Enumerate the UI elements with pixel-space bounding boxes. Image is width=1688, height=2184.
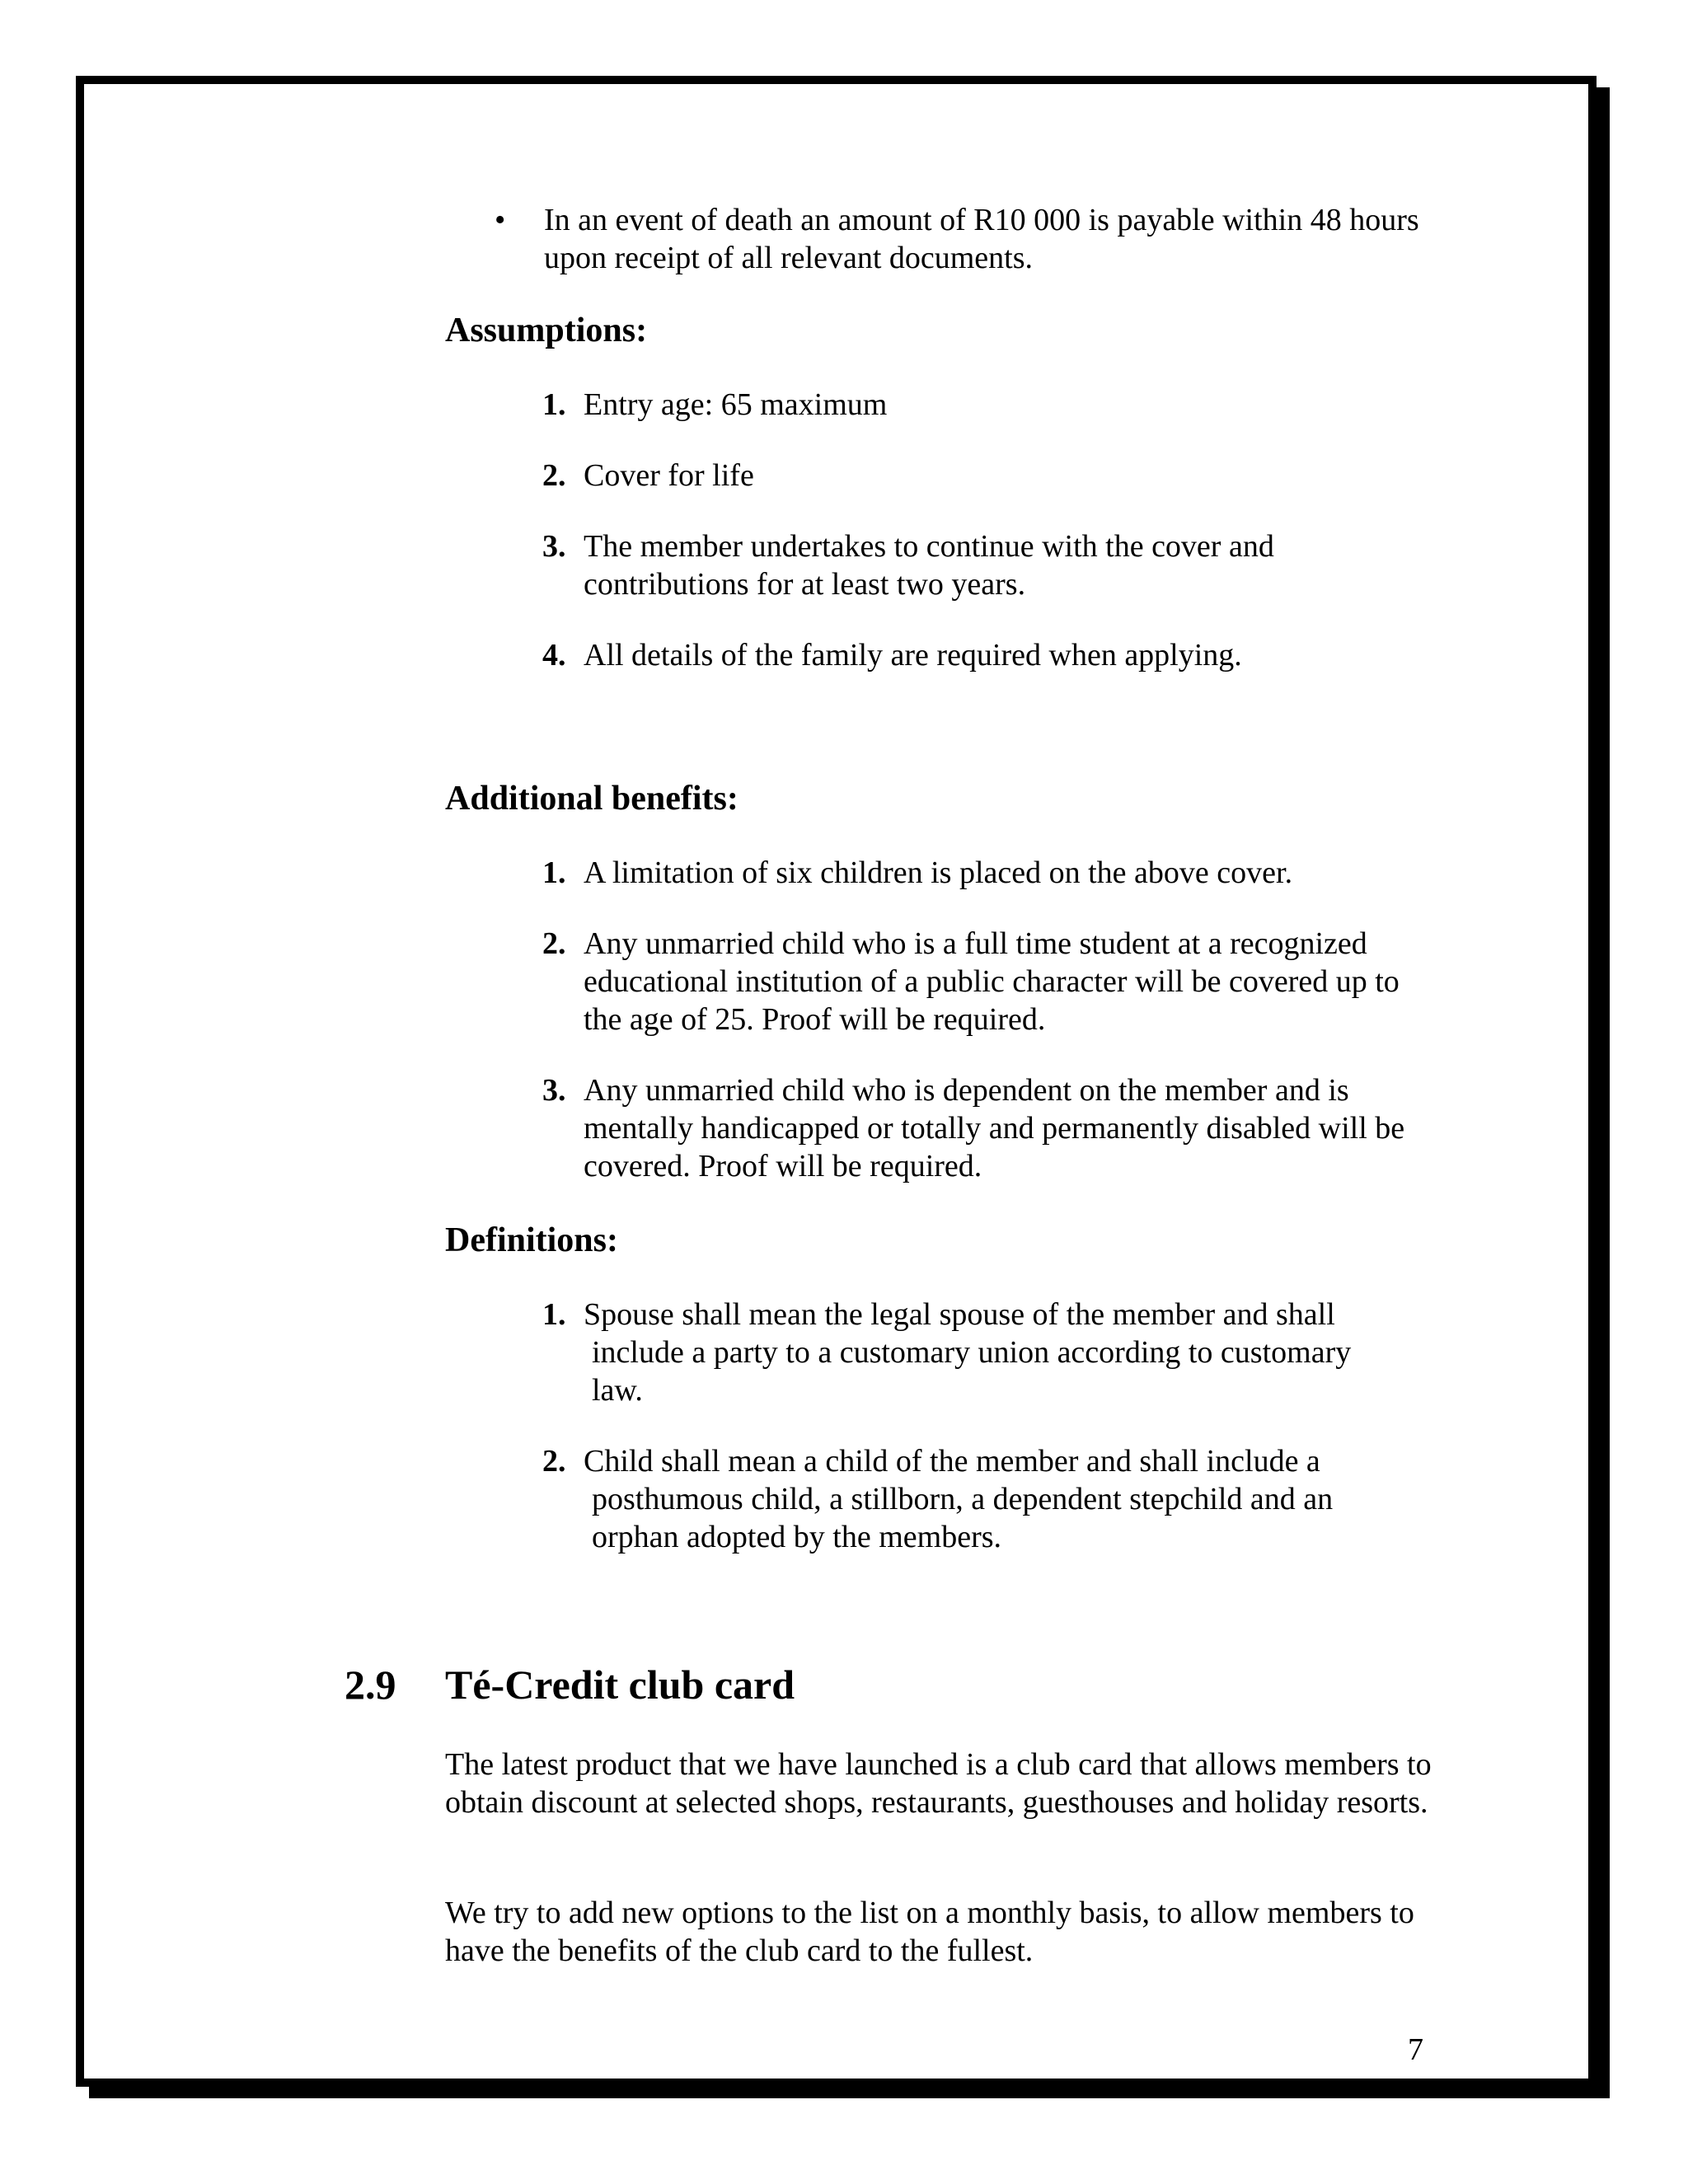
item-number: 3. (542, 529, 566, 564)
section-paragraph-2: We try to add new options to the list on a monthly basis, to allow members to have the benefits of the club card to the fullest. (445, 1896, 1414, 1968)
item-text: The member undertakes to continue with the cover and contributions for at least two years. (584, 529, 1274, 602)
item-text: All details of the family are required when applying. (584, 638, 1242, 673)
bullet-text: In an event of death an amount of R10 000 is payable within 48 hours upon receipt of all relevant documents. (544, 203, 1419, 275)
additional-benefits-heading: Additional benefits: (445, 780, 738, 818)
item-number: 1. (542, 855, 566, 890)
item-number: 2. (542, 458, 566, 493)
item-number: 3. (542, 1073, 566, 1108)
item-text: Any unmarried child who is a full time student at a recognized educational institution of a public character will be covered up to the age of 25. Proof will be required. (584, 926, 1400, 1037)
item-text: Cover for life (584, 458, 754, 493)
bullet-dot-icon: • (495, 203, 506, 237)
section-paragraph-1: The latest product that we have launched is a club card that allows members to obtain discount at selected shops, restaurants, guesthouses and holiday resorts. (445, 1747, 1432, 1820)
item-text: Entry age: 65 maximum (584, 387, 888, 422)
item-number: 1. (542, 1297, 566, 1332)
item-text-rest: include a party to a customary union according to customary law. (592, 1335, 1352, 1408)
item-number: 1. (542, 387, 566, 422)
item-number: 2. (542, 1444, 566, 1479)
assumptions-heading: Assumptions: (445, 312, 648, 349)
item-text (584, 1296, 1449, 1409)
item-text (584, 1442, 1449, 1556)
item-text-line1: Spouse shall mean the legal spouse of the member and shall (584, 1297, 1335, 1332)
item-text-line1: Child shall mean a child of the member and shall include a (584, 1444, 1320, 1479)
page-number: 7 (1408, 2032, 1423, 2067)
section-number: 2.9 (345, 1661, 396, 1708)
item-text: Any unmarried child who is dependent on the member and is mentally handicapped or totally and permanently disabled will be covered. Proof will be required. (584, 1073, 1405, 1183)
section-title: Té-Credit club card (445, 1661, 795, 1708)
definitions-heading: Definitions: (445, 1221, 618, 1259)
item-text: A limitation of six children is placed on the above cover. (584, 855, 1293, 890)
item-number: 2. (542, 926, 566, 961)
item-number: 4. (542, 638, 566, 673)
item-text-rest: posthumous child, a stillborn, a dependent stepchild and an orphan adopted by the members. (592, 1482, 1334, 1554)
